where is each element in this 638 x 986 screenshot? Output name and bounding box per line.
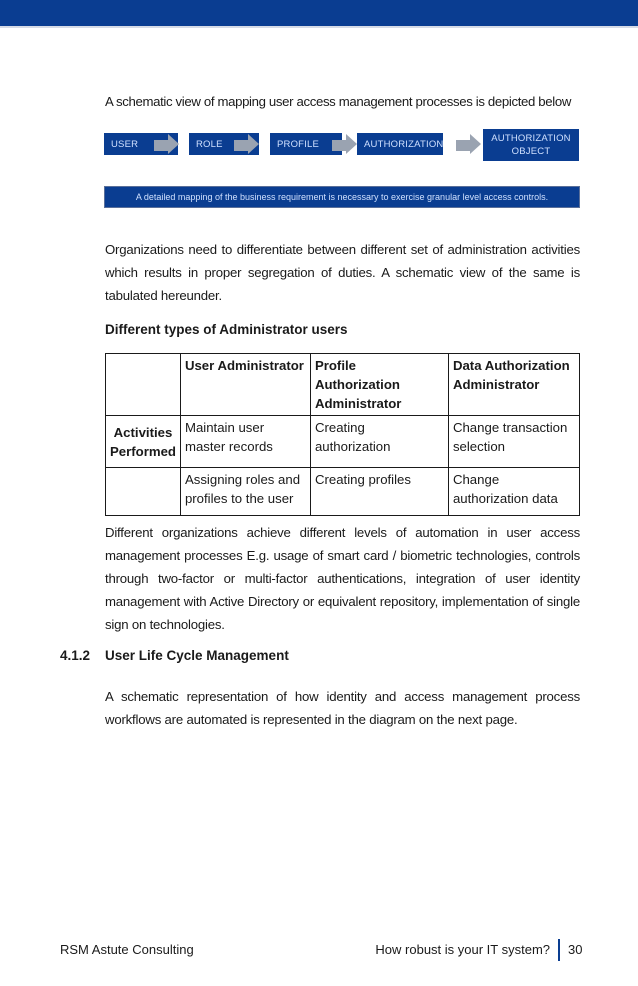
flow-step-authorization-object: AUTHORIZATION OBJECT — [483, 129, 579, 161]
table-cell: Creating profiles — [310, 468, 448, 516]
flow-step-authorization: AUTHORIZATION — [357, 133, 443, 155]
footer-tagline: How robust is your IT system? — [375, 942, 550, 957]
paragraph-automation: Different organizations achieve different levels of automation in user access management processes E.g. usage of smart card / biometric technologies, controls through two-factor or multi-factor authentications, integration of user identity management with Active Directory or equivalent repository, implementation of single sign on technologies. — [105, 525, 580, 632]
header-band-shadow — [0, 26, 638, 28]
table-header-cell — [106, 354, 181, 416]
table-cell: Assigning roles and profiles to the user — [180, 468, 310, 516]
table-header-row — [106, 354, 580, 416]
row-label-activities: Activities Performed — [106, 416, 181, 468]
section-number: 4.1.2 — [60, 648, 91, 663]
footer-divider — [558, 939, 560, 961]
section-title: User Life Cycle Management — [105, 648, 289, 663]
table-header-cell: Data Authorization Administrator — [448, 354, 579, 416]
table-cell: Maintain user master records — [180, 416, 310, 468]
footer-company: RSM Astute Consulting — [60, 942, 194, 957]
flow-step-role: ROLE — [189, 133, 259, 155]
page-number: 30 — [568, 942, 583, 957]
table-cell: Creating authorization — [310, 416, 448, 468]
administrator-types-table — [105, 353, 580, 516]
table-header-cell: Profile Authorization Administrator — [310, 354, 448, 416]
table-cell: Change authorization data — [448, 468, 579, 516]
table-title: Different types of Administrator users — [105, 322, 348, 337]
flow-note: A detailed mapping of the business requirement is necessary to exercise granular level access controls. — [104, 186, 580, 208]
paragraph-segregation: Organizations need to differentiate between different set of administration activities which results in proper segregation of duties. A schematic view of the same is tabulated hereunder. — [105, 242, 580, 303]
table-cell-empty — [106, 468, 181, 516]
header-band — [0, 0, 638, 26]
table-header-cell: User Administrator — [180, 354, 310, 416]
flow-step-user: USER — [104, 133, 178, 155]
table-cell: Change transaction selection — [448, 416, 579, 468]
table-row — [106, 468, 580, 516]
table-row — [106, 416, 580, 468]
paragraph-workflow: A schematic representation of how identity and access management process workflows are automated is represented in the diagram on the next page. — [105, 689, 580, 727]
flow-step-profile: PROFILE — [270, 133, 342, 155]
intro-text: A schematic view of mapping user access management processes is depicted below — [105, 94, 572, 109]
